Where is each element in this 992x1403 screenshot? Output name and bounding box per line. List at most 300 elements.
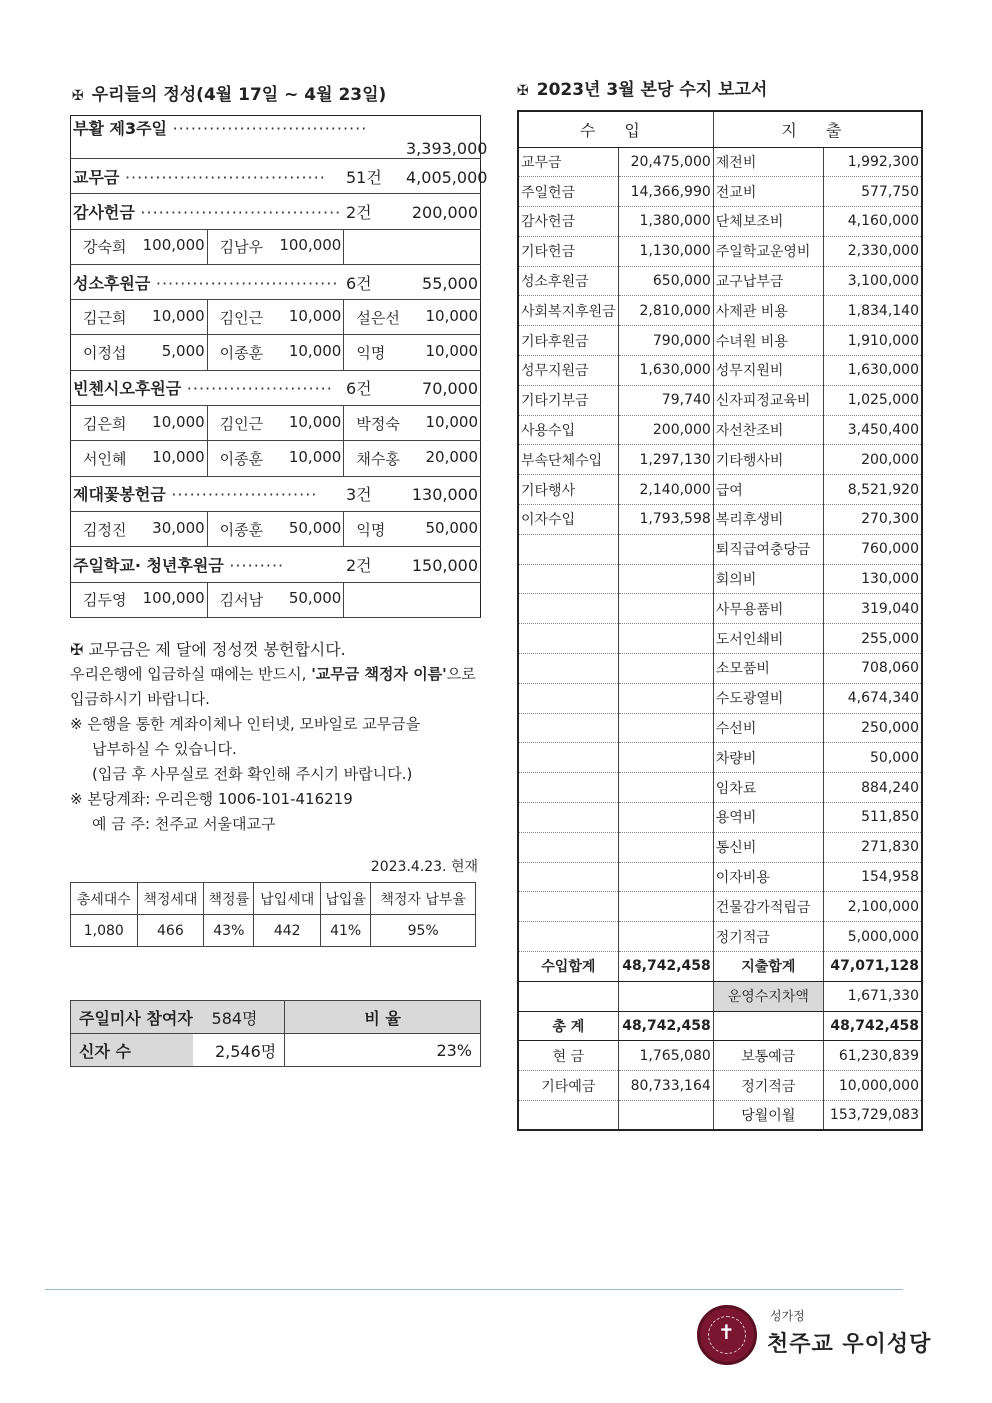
offering-category-row — [71, 370, 481, 405]
income-total: 48,742,458 — [618, 952, 713, 982]
donor-amount: 10,000 — [288, 306, 342, 325]
income-amount — [618, 803, 713, 833]
category-amount: 4,005,000 — [406, 167, 488, 187]
income-amount — [618, 922, 713, 952]
expense-item: 성무지원비 — [713, 356, 823, 386]
offering-notice: ✠ 교무금은 제 달에 정성껏 봉헌합시다. 우리은행에 입금하실 때에는 반드시, '교무금 책정자 이름'으로 입금하시기 바랍니다. ※ 은행을 통한 계좌이체나 인터넷, 모바일로 교무금을 납부하실 수 있습니다. (입금 후 사무실로 전화 확인해 주시기 바랍니다.) ※ 본당계좌: 우리은행 1006-101-416219 예 금 주: 천주교 서울대교구 — [70, 637, 490, 837]
income-amount — [618, 892, 713, 922]
donor-amount: 10,000 — [152, 412, 205, 431]
income-item: 성소후원금 — [518, 266, 618, 296]
leader-dots: ································· — [124, 167, 326, 187]
income-amount: 650,000 — [618, 266, 713, 296]
expense-item: 정기적금 — [713, 922, 823, 952]
expense-amount: 1,992,300 — [823, 147, 922, 177]
stats-header: 책정률 — [204, 883, 254, 915]
expense-item: 사제관 비용 — [713, 296, 823, 326]
report-row — [518, 147, 922, 177]
donor-row — [71, 406, 481, 441]
offering-category-row — [71, 547, 481, 582]
donor-cell — [344, 406, 481, 441]
expense-amount: 1,025,000 — [823, 385, 922, 415]
stats-header: 납입세대 — [254, 883, 321, 915]
grand-total-label: 총 계 — [518, 1011, 618, 1041]
parish-name: 천주교 우이성당 — [767, 1332, 932, 1357]
category-count: 3건 — [346, 485, 372, 505]
category-count: 6건 — [346, 379, 372, 399]
report-row — [518, 892, 922, 922]
offering-category-row — [71, 264, 481, 299]
leader-dots: ································ — [172, 119, 368, 138]
income-item: 주일헌금 — [518, 177, 618, 207]
donor-name: 김근희 — [83, 308, 127, 327]
donor-amount: 10,000 — [152, 306, 205, 325]
donor-name: 익명 — [356, 520, 386, 539]
empty-cell — [713, 1011, 823, 1041]
donor-cell — [344, 441, 481, 476]
income-item — [518, 624, 618, 654]
category-amount: 55,000 — [422, 273, 478, 293]
donor-cell — [71, 441, 208, 476]
donor-cell — [71, 300, 208, 335]
donor-cell — [71, 335, 208, 370]
expense-item: 임차료 — [713, 773, 823, 803]
income-amount — [618, 624, 713, 654]
report-row — [518, 624, 922, 654]
expense-amount: 200,000 — [823, 445, 922, 475]
donor-amount: 10,000 — [152, 448, 205, 467]
category-count: 6건 — [346, 273, 372, 293]
income-item — [518, 892, 618, 922]
income-amount: 2,140,000 — [618, 475, 713, 505]
expense-item: 차량비 — [713, 743, 823, 773]
stats-date: 2023.4.23. 현재 — [370, 859, 478, 875]
donor-name: 김정진 — [83, 520, 127, 539]
donor-cell — [207, 335, 344, 370]
income-amount: 2,810,000 — [618, 296, 713, 326]
donor-row — [71, 511, 481, 546]
ratio-label: 비 율 — [285, 1001, 481, 1034]
expense-item: 수도광열비 — [713, 683, 823, 713]
donor-cell — [344, 335, 481, 370]
category-name: 빈첸시오후원금 — [73, 379, 182, 399]
income-item — [518, 594, 618, 624]
report-row — [518, 713, 922, 743]
expense-amount: 1,910,000 — [823, 326, 922, 356]
donor-amount: 50,000 — [425, 518, 478, 537]
donor-name: 김인근 — [219, 308, 264, 327]
report-row — [518, 832, 922, 862]
stats-value: 41% — [321, 915, 371, 947]
offering-category — [71, 116, 488, 159]
income-item — [518, 832, 618, 862]
expense-amount: 319,040 — [823, 594, 922, 624]
income-item — [518, 743, 618, 773]
offerings-table — [70, 115, 488, 618]
category-count: 2건 — [346, 555, 372, 575]
offering-category-row — [71, 476, 481, 511]
leader-dots: ································· — [140, 202, 342, 222]
offering-category-row — [71, 116, 481, 159]
donor-amount: 50,000 — [288, 589, 342, 608]
donor-name: 박정숙 — [356, 414, 400, 433]
report-summary-row — [518, 952, 922, 982]
donor-amount: 100,000 — [142, 236, 205, 255]
expense-amount: 270,300 — [823, 505, 922, 535]
expense-item: 전교비 — [713, 177, 823, 207]
expense-item: 교구납부금 — [713, 266, 823, 296]
income-item — [518, 564, 618, 594]
report-row — [518, 326, 922, 356]
income-item: 기타헌금 — [518, 236, 618, 266]
category-name: 감사헌금 — [73, 202, 135, 222]
expense-item: 주일학교운영비 — [713, 236, 823, 266]
expense-amount: 1,834,140 — [823, 296, 922, 326]
donor-amount: 50,000 — [288, 518, 342, 537]
report-row — [518, 445, 922, 475]
donor-name: 강숙희 — [83, 238, 127, 257]
stats-header: 납입율 — [321, 883, 371, 915]
income-amount: 20,475,000 — [618, 147, 713, 177]
income-item — [518, 803, 618, 833]
income-amount: 1,297,130 — [618, 445, 713, 475]
income-item: 사회복지후원금 — [518, 296, 618, 326]
income-amount — [618, 743, 713, 773]
expense-item: 퇴직급여충당금 — [713, 534, 823, 564]
income-item: 부속단체수입 — [518, 445, 618, 475]
expense-total: 47,071,128 — [823, 952, 922, 982]
donor-cell — [207, 406, 344, 441]
income-item — [518, 683, 618, 713]
ratio-value: 23% — [285, 1034, 481, 1067]
stats-header: 책정세대 — [137, 883, 204, 915]
donor-row — [71, 582, 481, 617]
income-amount — [618, 534, 713, 564]
expense-item: 자선찬조비 — [713, 415, 823, 445]
report-row — [518, 296, 922, 326]
expense-item: 소모품비 — [713, 654, 823, 684]
donor-amount: 30,000 — [152, 518, 205, 537]
offering-category — [71, 194, 481, 229]
offering-category — [71, 370, 481, 405]
empty-cell — [618, 1101, 713, 1131]
report-row — [518, 475, 922, 505]
leader-dots: ························ — [186, 379, 333, 399]
income-amount: 200,000 — [618, 415, 713, 445]
bank-account: ※ 본당계좌: 우리은행 1006-101-416219 — [70, 790, 353, 808]
income-item — [518, 534, 618, 564]
expense-item: 신자피정교육비 — [713, 385, 823, 415]
expense-item: 급여 — [713, 475, 823, 505]
category-name: 교무금 — [73, 167, 120, 187]
report-row — [518, 236, 922, 266]
donor-amount: 5,000 — [161, 342, 205, 361]
income-item: 감사헌금 — [518, 207, 618, 237]
expense-amount: 577,750 — [823, 177, 922, 207]
expense-amount: 4,160,000 — [823, 207, 922, 237]
offering-category-row — [71, 194, 481, 229]
mass-attendance-value: 584명 — [193, 1001, 285, 1034]
donor-name: 이종훈 — [219, 450, 264, 469]
carryover-label: 당월이월 — [713, 1101, 823, 1131]
income-amount: 1,793,598 — [618, 505, 713, 535]
donor-name: 김남우 — [219, 238, 264, 257]
donor-cell — [71, 406, 208, 441]
donor-name: 이종훈 — [219, 520, 264, 539]
donor-name: 김두영 — [83, 591, 127, 610]
leader-dots: ························ — [171, 485, 318, 505]
expense-item: 회의비 — [713, 564, 823, 594]
income-amount: 14,366,990 — [618, 177, 713, 207]
expense-item: 제전비 — [713, 147, 823, 177]
attendance-table — [70, 1000, 481, 1067]
income-amount: 1,630,000 — [618, 356, 713, 386]
expense-amount: 708,060 — [823, 654, 922, 684]
expense-item: 사무용품비 — [713, 594, 823, 624]
cash-label: 현 금 — [518, 1041, 618, 1071]
expense-item: 복리후생비 — [713, 505, 823, 535]
cash-value: 1,765,080 — [618, 1041, 713, 1071]
stats-value: 1,080 — [71, 915, 138, 947]
category-amount: 70,000 — [422, 379, 478, 399]
income-amount: 1,130,000 — [618, 236, 713, 266]
category-name: 제대꽃봉헌금 — [73, 485, 166, 505]
donor-cell — [207, 300, 344, 335]
income-amount — [618, 862, 713, 892]
empty-cell — [518, 981, 618, 1011]
income-amount — [618, 683, 713, 713]
report-row — [518, 534, 922, 564]
donor-name: 김은희 — [83, 414, 127, 433]
notice-heading: 교무금은 제 달에 정성껏 봉헌합시다. — [88, 640, 346, 659]
balance-value: 1,671,330 — [823, 981, 922, 1011]
expense-item: 수선비 — [713, 713, 823, 743]
report-row — [518, 683, 922, 713]
expense-item: 용역비 — [713, 803, 823, 833]
income-header: 수 입 — [518, 111, 713, 147]
income-amount: 790,000 — [618, 326, 713, 356]
expense-item: 도서인쇄비 — [713, 624, 823, 654]
category-name: 부활 제3주일 — [73, 119, 167, 138]
footer-divider — [45, 1289, 903, 1290]
category-count: 2건 — [346, 202, 372, 222]
expense-amount: 2,100,000 — [823, 892, 922, 922]
expense-amount: 884,240 — [823, 773, 922, 803]
expense-item: 건물감가적립금 — [713, 892, 823, 922]
income-amount — [618, 832, 713, 862]
donor-cell — [344, 582, 481, 617]
donor-cell — [71, 511, 208, 546]
donor-name: 채수홍 — [356, 450, 400, 469]
expense-item: 단체보조비 — [713, 207, 823, 237]
stats-value: 466 — [137, 915, 204, 947]
offering-category — [71, 159, 488, 194]
expense-amount: 3,450,400 — [823, 415, 922, 445]
category-amount: 3,393,000 — [406, 139, 488, 158]
expense-amount: 760,000 — [823, 534, 922, 564]
income-item — [518, 773, 618, 803]
donor-cell — [344, 511, 481, 546]
donor-name: 이정섭 — [83, 344, 127, 363]
donor-amount: 10,000 — [425, 342, 478, 361]
category-amount: 200,000 — [411, 202, 478, 222]
finance-report-table — [517, 110, 923, 1131]
income-item: 기타행사 — [518, 475, 618, 505]
notice-emphasis: '교무금 책정자 이름' — [311, 665, 447, 683]
grand-total-income: 48,742,458 — [618, 1011, 713, 1041]
expense-amount: 271,830 — [823, 832, 922, 862]
offerings-title: ✠ 우리들의 정성(4월 17일 ~ 4월 23일) — [72, 85, 387, 105]
donor-cell — [207, 441, 344, 476]
donor-cell — [344, 300, 481, 335]
carryover-value: 153,729,083 — [823, 1101, 922, 1131]
donor-row — [71, 300, 481, 335]
expense-header: 지 출 — [713, 111, 922, 147]
members-value: 2,546명 — [193, 1034, 285, 1067]
parish-seal-icon: ✝ — [697, 1305, 757, 1365]
expense-item: 수녀원 비용 — [713, 326, 823, 356]
income-item — [518, 654, 618, 684]
fixed-deposit-label: 정기적금 — [713, 1071, 823, 1101]
fixed-deposit-value: 10,000,000 — [823, 1071, 922, 1101]
expense-item: 이자비용 — [713, 862, 823, 892]
donor-row — [71, 229, 481, 264]
category-name: 주일학교· 청년후원금 — [73, 555, 224, 575]
grand-total-expense: 48,742,458 — [823, 1011, 922, 1041]
report-row — [518, 177, 922, 207]
category-name: 성소후원금 — [73, 273, 151, 293]
empty-cell — [518, 1101, 618, 1131]
report-summary-row — [518, 1101, 922, 1131]
donor-cell — [71, 229, 208, 264]
donor-amount: 10,000 — [425, 306, 478, 325]
income-amount — [618, 594, 713, 624]
expense-amount: 130,000 — [823, 564, 922, 594]
report-row — [518, 266, 922, 296]
income-item: 기타기부금 — [518, 385, 618, 415]
category-amount: 150,000 — [411, 555, 478, 575]
report-row — [518, 356, 922, 386]
income-item: 사용수입 — [518, 415, 618, 445]
donor-name: 이종훈 — [219, 344, 264, 363]
income-item: 기타후원금 — [518, 326, 618, 356]
offering-category-row — [71, 159, 481, 194]
income-item — [518, 862, 618, 892]
income-amount — [618, 713, 713, 743]
savings-value: 61,230,839 — [823, 1041, 922, 1071]
savings-label: 보통예금 — [713, 1041, 823, 1071]
expense-amount: 50,000 — [823, 743, 922, 773]
report-row — [518, 803, 922, 833]
expense-amount: 5,000,000 — [823, 922, 922, 952]
report-row — [518, 862, 922, 892]
donor-cell — [207, 511, 344, 546]
donor-cell — [207, 229, 344, 264]
members-label: 신자 수 — [71, 1034, 193, 1067]
income-item: 성무지원금 — [518, 356, 618, 386]
expense-amount: 1,630,000 — [823, 356, 922, 386]
empty-cell — [618, 981, 713, 1011]
donor-cell — [71, 582, 208, 617]
income-item — [518, 713, 618, 743]
expense-amount: 154,958 — [823, 862, 922, 892]
donor-name: 김서남 — [219, 591, 264, 610]
category-amount: 130,000 — [411, 485, 478, 505]
expense-amount: 3,100,000 — [823, 266, 922, 296]
stats-value: 43% — [204, 915, 254, 947]
report-row — [518, 773, 922, 803]
offering-category — [71, 264, 481, 299]
donor-name: 김인근 — [219, 414, 264, 433]
report-row — [518, 415, 922, 445]
account-holder: 예 금 주: 천주교 서울대교구 — [92, 815, 276, 833]
donor-amount: 100,000 — [279, 236, 342, 255]
expense-item: 기타행사비 — [713, 445, 823, 475]
expense-amount: 250,000 — [823, 713, 922, 743]
expense-total-label: 지출합계 — [713, 952, 823, 982]
other-deposit-value: 80,733,164 — [618, 1071, 713, 1101]
income-amount: 79,740 — [618, 385, 713, 415]
leader-dots: ········· — [229, 555, 285, 575]
report-row — [518, 207, 922, 237]
donor-amount: 10,000 — [288, 342, 342, 361]
report-summary-row — [518, 1071, 922, 1101]
mass-attendance-label: 주일미사 참여자 — [71, 1001, 193, 1034]
stats-header: 책정자 납부율 — [371, 883, 476, 915]
donor-row — [71, 441, 481, 476]
tithe-stats-table — [70, 882, 476, 947]
income-amount — [618, 773, 713, 803]
logo-subtitle: 성가정 — [770, 1309, 805, 1323]
expense-item: 통신비 — [713, 832, 823, 862]
stats-header: 총세대수 — [71, 883, 138, 915]
donor-amount: 10,000 — [288, 412, 342, 431]
report-row — [518, 564, 922, 594]
expense-amount: 4,674,340 — [823, 683, 922, 713]
report-row — [518, 654, 922, 684]
donor-cell — [207, 582, 344, 617]
expense-amount: 255,000 — [823, 624, 922, 654]
report-summary-row — [518, 981, 922, 1011]
expense-amount: 2,330,000 — [823, 236, 922, 266]
income-amount: 1,380,000 — [618, 207, 713, 237]
donor-row — [71, 335, 481, 370]
report-row — [518, 922, 922, 952]
report-row — [518, 505, 922, 535]
offering-category — [71, 547, 481, 582]
report-row — [518, 743, 922, 773]
income-item: 이자수입 — [518, 505, 618, 535]
report-title: ✠ 2023년 3월 본당 수지 보고서 — [517, 80, 768, 100]
donor-name: 설은선 — [356, 308, 400, 327]
income-amount — [618, 654, 713, 684]
donor-name: 서인혜 — [83, 450, 127, 469]
category-count: 51건 — [346, 167, 382, 187]
leader-dots: ······························ — [155, 273, 339, 293]
donor-amount: 10,000 — [288, 448, 342, 467]
balance-label: 운영수지차액 — [713, 981, 823, 1011]
stats-value: 442 — [254, 915, 321, 947]
income-item — [518, 922, 618, 952]
donor-amount: 20,000 — [425, 448, 478, 467]
other-deposit-label: 기타예금 — [518, 1071, 618, 1101]
offering-category — [71, 476, 481, 511]
report-summary-row — [518, 1011, 922, 1041]
report-row — [518, 385, 922, 415]
income-item: 교무금 — [518, 147, 618, 177]
donor-amount: 100,000 — [142, 589, 205, 608]
income-total-label: 수입합계 — [518, 952, 618, 982]
report-row — [518, 594, 922, 624]
